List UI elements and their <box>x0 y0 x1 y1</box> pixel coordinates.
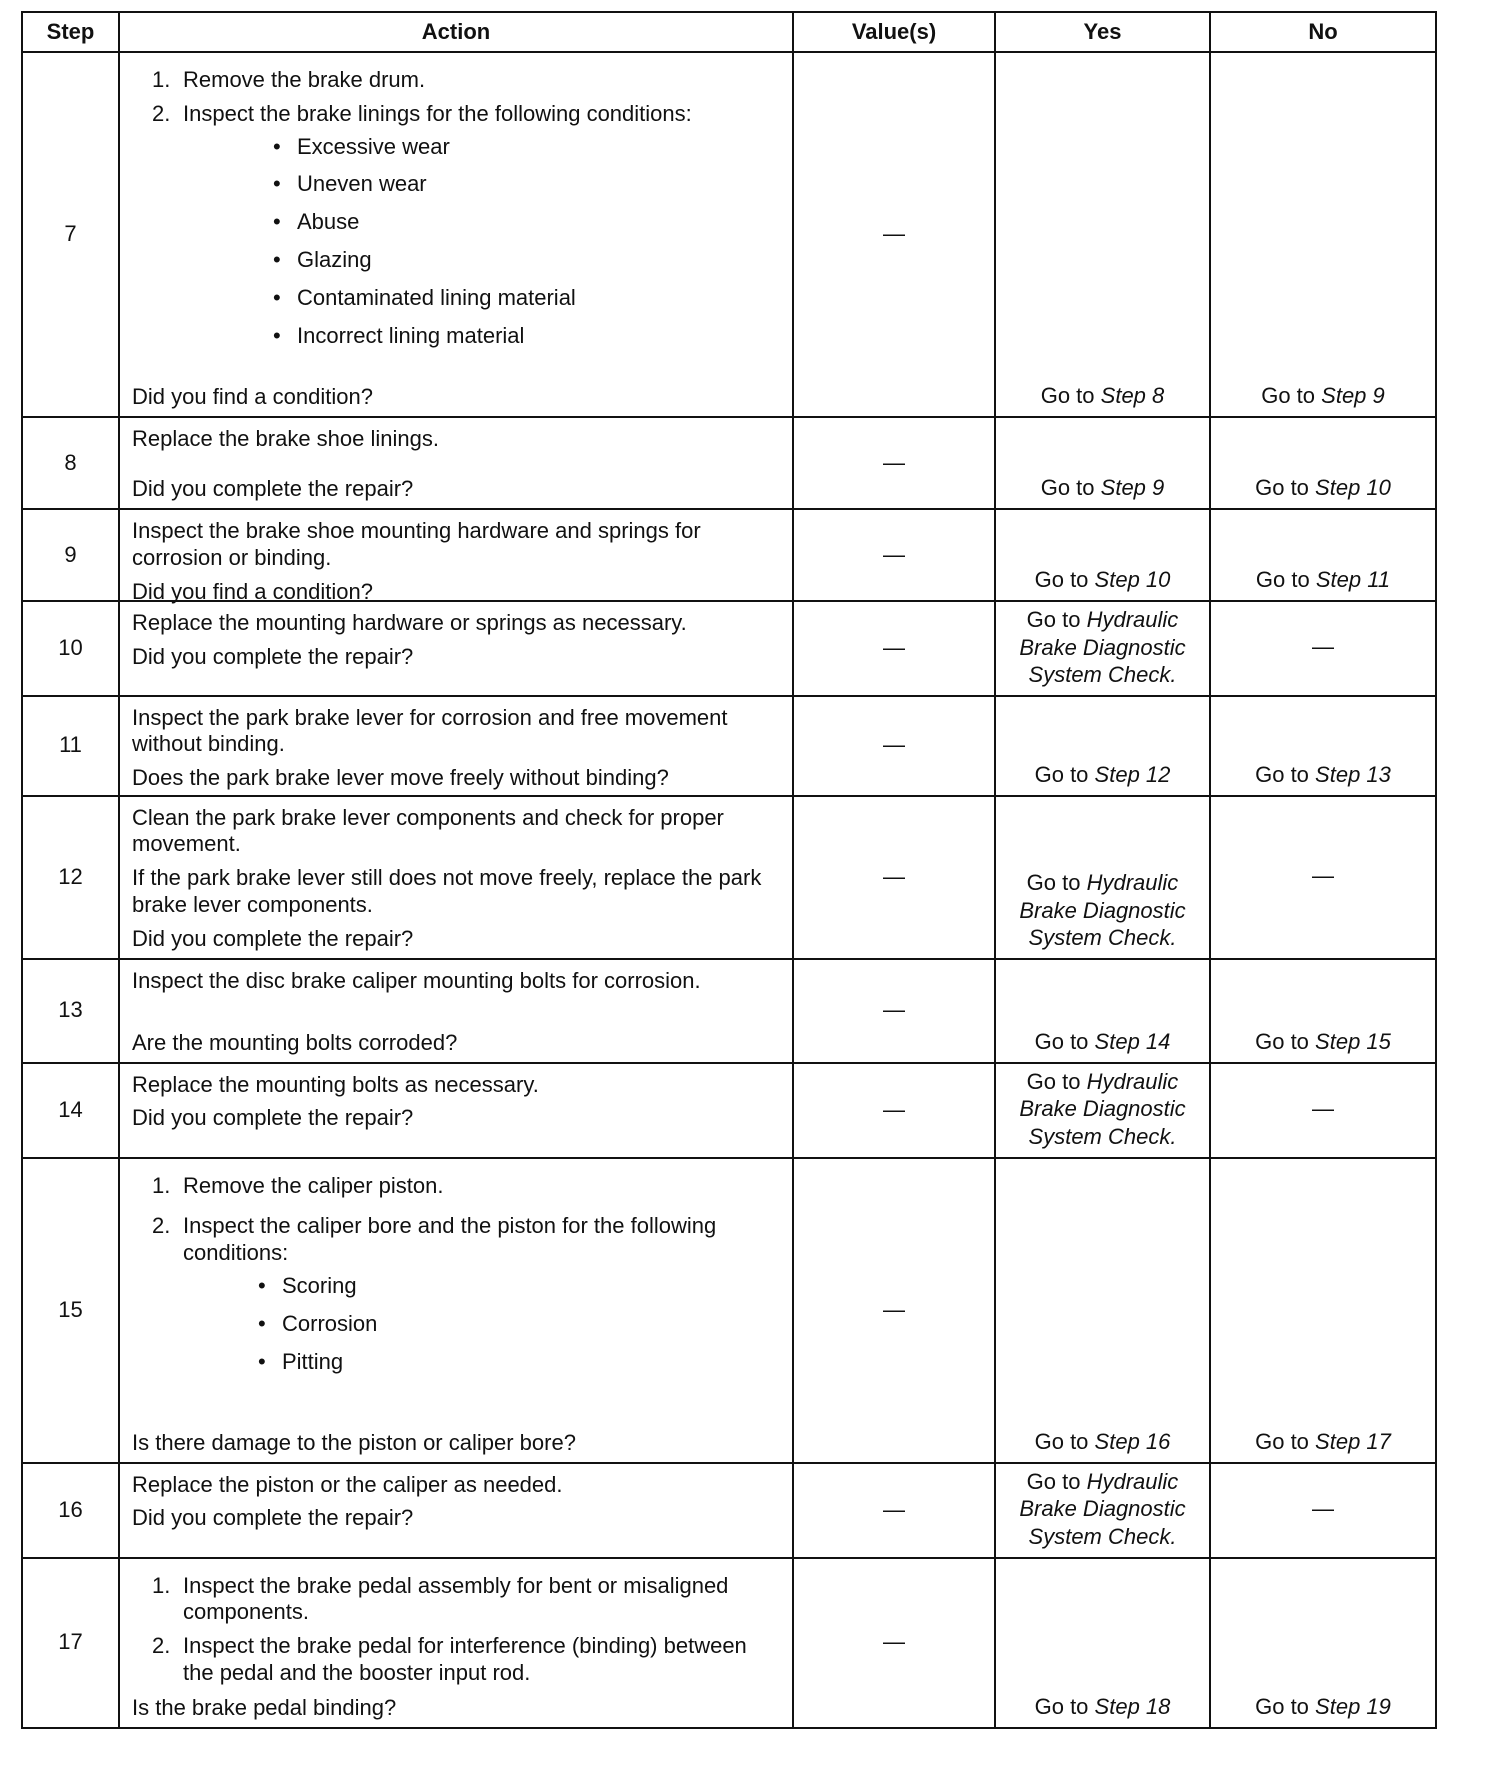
value-cell: — <box>793 52 995 417</box>
action-cell: 1. Remove the brake drum. 2. Inspect the brake linings for the following conditions: • Excessive wear • Uneven wear • Abuse • Glazing • Contaminated lining material • Incorrect lining material Did you find a condition? <box>119 52 793 417</box>
no-link[interactable]: Step 11 <box>1315 567 1391 593</box>
no-cell: Go to Step 15 <box>1210 959 1436 1063</box>
yes-link[interactable]: Hydraulic <box>1086 1468 1179 1494</box>
action-text: Clean the park brake lever components and check for proper movement. <box>132 804 724 857</box>
value-cell: — <box>793 696 995 796</box>
action-text: Inspect the disc brake caliper mounting bolts for corrosion. <box>132 967 701 993</box>
no-link[interactable]: Step 19 <box>1315 1693 1391 1719</box>
action-question: Is the brake pedal binding? <box>132 1694 397 1720</box>
action-text: Replace the brake shoe linings. <box>132 426 439 451</box>
action-text: Replace the piston or the caliper as needed. <box>132 1471 563 1497</box>
condition-bullet: • Contaminated lining material <box>242 285 780 312</box>
step-number: 10 <box>22 601 119 696</box>
action-question: Did you find a condition? <box>132 384 373 410</box>
no-link[interactable]: Step 10 <box>1315 475 1391 501</box>
value-cell: — <box>793 959 995 1063</box>
yes-cell: Go to Hydraulic Brake Diagnostic System Check. <box>995 1063 1210 1158</box>
action-item: Inspect the brake pedal for interference (binding) between the pedal and the booster input rod. <box>183 1633 747 1686</box>
step-number: 9 <box>22 509 119 601</box>
action-question: Did you complete the repair? <box>132 1105 414 1131</box>
no-cell: Go to Step 10 <box>1210 417 1436 509</box>
value-cell: — <box>793 601 995 696</box>
value-cell: — <box>793 796 995 959</box>
header-no: No <box>1210 12 1436 52</box>
action-item: Remove the caliper piston. <box>183 1172 444 1198</box>
action-text: Inspect the brake shoe mounting hardware and springs for corrosion or binding. <box>132 518 701 570</box>
yes-link[interactable]: Brake Diagnostic <box>1019 897 1186 923</box>
step-number: 7 <box>22 52 119 417</box>
action-text: Inspect the park brake lever for corrosion and free movement without binding. <box>132 704 728 757</box>
yes-link[interactable]: System Check. <box>1028 925 1177 951</box>
condition-bullet: • Excessive wear <box>242 134 780 161</box>
no-cell: Go to Step 19 <box>1210 1558 1436 1728</box>
action-question: Are the mounting bolts corroded? <box>132 1029 458 1055</box>
table-row <box>22 1463 1436 1558</box>
yes-link[interactable]: Step 12 <box>1094 761 1171 787</box>
yes-link[interactable]: Brake Diagnostic <box>1019 1096 1186 1122</box>
value-cell: — <box>793 417 995 509</box>
condition-bullet: • Pitting <box>227 1349 780 1376</box>
table-row <box>22 509 1436 601</box>
no-cell: — <box>1210 1063 1436 1158</box>
condition-bullet: • Corrosion <box>227 1311 780 1338</box>
action-cell <box>119 959 793 1063</box>
no-cell: — <box>1210 796 1436 959</box>
action-cell <box>119 696 793 796</box>
yes-cell: Go to Hydraulic Brake Diagnostic System Check. <box>995 601 1210 696</box>
table-row <box>22 696 1436 796</box>
step-number: 12 <box>22 796 119 959</box>
action-text: Replace the mounting hardware or springs as necessary. <box>132 610 687 635</box>
yes-link[interactable]: System Check. <box>1028 662 1177 687</box>
no-cell: Go to Step 13 <box>1210 696 1436 796</box>
yes-cell: Go to Step 9 <box>995 417 1210 509</box>
header-action: Action <box>119 12 793 52</box>
no-cell: Go to Step 11 <box>1210 509 1436 601</box>
action-question: Did you complete the repair? <box>132 643 414 669</box>
yes-cell: Go to Step 18 <box>995 1558 1210 1728</box>
action-cell <box>119 417 793 509</box>
action-question: Did you complete the repair? <box>132 476 414 502</box>
action-question: Did you complete the repair? <box>132 1505 414 1531</box>
header-row <box>22 12 1436 52</box>
yes-cell: Go to Step 12 <box>995 696 1210 796</box>
yes-link[interactable]: System Check. <box>1028 1523 1177 1549</box>
action-cell: 1. Inspect the brake pedal assembly for bent or misaligned components. 2. Inspect the brake pedal for interference (binding) between the pedal and the booster input rod. Is the brake pedal binding? <box>119 1558 793 1728</box>
header-yes: Yes <box>995 12 1210 52</box>
yes-cell: Go to Step 14 <box>995 959 1210 1063</box>
action-item: Inspect the brake pedal assembly for bent or misaligned components. <box>183 1572 729 1625</box>
yes-link[interactable]: System Check. <box>1028 1123 1177 1149</box>
table-row <box>22 601 1436 696</box>
no-cell: Go to Step 9 <box>1210 52 1436 417</box>
value-cell: — <box>793 1158 995 1463</box>
header-values: Value(s) <box>793 12 995 52</box>
action-item: Inspect the brake linings for the following conditions: <box>183 100 692 126</box>
condition-bullet: • Uneven wear <box>242 171 780 198</box>
header-step: Step <box>22 12 119 52</box>
table-row <box>22 1158 1436 1463</box>
condition-bullet: • Glazing <box>242 247 780 274</box>
no-cell: — <box>1210 1463 1436 1558</box>
action-question: Does the park brake lever move freely without binding? <box>132 765 669 791</box>
step-number: 14 <box>22 1063 119 1158</box>
value-cell: — <box>793 1063 995 1158</box>
action-cell <box>119 1463 793 1558</box>
yes-cell: Go to Step 10 <box>995 509 1210 601</box>
action-cell <box>119 509 793 604</box>
action-cell: 1. Remove the caliper piston. 2. Inspect the caliper bore and the piston for the following conditions: • Scoring • Corrosion • Pitting Is there damage to the piston or caliper bore? <box>119 1158 793 1463</box>
action-cell <box>119 601 793 696</box>
value-cell: — <box>793 509 995 601</box>
table-row <box>22 417 1436 509</box>
no-link[interactable]: Step 17 <box>1315 1428 1391 1454</box>
action-text: Replace the mounting bolts as necessary. <box>132 1071 539 1097</box>
step-number: 17 <box>22 1558 119 1728</box>
step-number: 15 <box>22 1158 119 1463</box>
condition-bullet: • Abuse <box>242 209 780 236</box>
action-cell <box>119 1063 793 1158</box>
no-link[interactable]: Step 13 <box>1315 761 1391 787</box>
no-link[interactable]: Step 9 <box>1321 383 1385 409</box>
table-row <box>22 796 1436 959</box>
step-number: 8 <box>22 417 119 509</box>
no-cell: Go to Step 17 <box>1210 1158 1436 1463</box>
yes-link[interactable]: Hydraulic <box>1086 1068 1179 1094</box>
action-item: Inspect the caliper bore and the piston for the following conditions: <box>183 1213 717 1266</box>
yes-link[interactable]: Step 10 <box>1094 567 1171 593</box>
no-link[interactable]: Step 15 <box>1315 1028 1391 1054</box>
yes-cell: Go to Hydraulic Brake Diagnostic System Check. <box>995 796 1210 959</box>
yes-link[interactable]: Step 16 <box>1094 1428 1171 1454</box>
yes-link[interactable]: Step 9 <box>1100 475 1165 501</box>
step-number: 16 <box>22 1463 119 1558</box>
yes-cell: Go to Hydraulic Brake Diagnostic System Check. <box>995 1463 1210 1558</box>
yes-link[interactable]: Brake Diagnostic <box>1019 634 1186 660</box>
value-cell: — <box>793 1463 995 1558</box>
action-item: Remove the brake drum. <box>183 67 426 92</box>
value-cell: — <box>793 1558 995 1728</box>
action-question: Is there damage to the piston or caliper bore? <box>132 1429 576 1455</box>
diagnostic-table <box>21 11 1437 1729</box>
action-question: Did you complete the repair? <box>132 925 414 951</box>
action-question: Did you find a condition? <box>132 578 373 604</box>
yes-link[interactable]: Step 18 <box>1094 1693 1171 1719</box>
condition-bullet: • Incorrect lining material <box>242 323 780 350</box>
yes-link[interactable]: Hydraulic <box>1086 607 1179 632</box>
no-cell: — <box>1210 601 1436 696</box>
yes-cell: Go to Step 16 <box>995 1158 1210 1463</box>
action-cell <box>119 796 793 959</box>
yes-cell: Go to Step 8 <box>995 52 1210 417</box>
table-row <box>22 1063 1436 1158</box>
step-number: 13 <box>22 959 119 1063</box>
action-text: If the park brake lever still does not move freely, replace the park brake lever components. <box>132 865 762 917</box>
yes-link[interactable]: Brake Diagnostic <box>1019 1496 1186 1522</box>
table-row <box>22 52 1436 417</box>
condition-bullet: • Scoring <box>227 1273 780 1300</box>
table-row <box>22 959 1436 1063</box>
yes-link[interactable]: Hydraulic <box>1086 870 1179 896</box>
step-number: 11 <box>22 696 119 796</box>
table-row <box>22 1558 1436 1728</box>
yes-link[interactable]: Step 14 <box>1094 1028 1171 1054</box>
yes-link[interactable]: Step 8 <box>1100 383 1165 409</box>
